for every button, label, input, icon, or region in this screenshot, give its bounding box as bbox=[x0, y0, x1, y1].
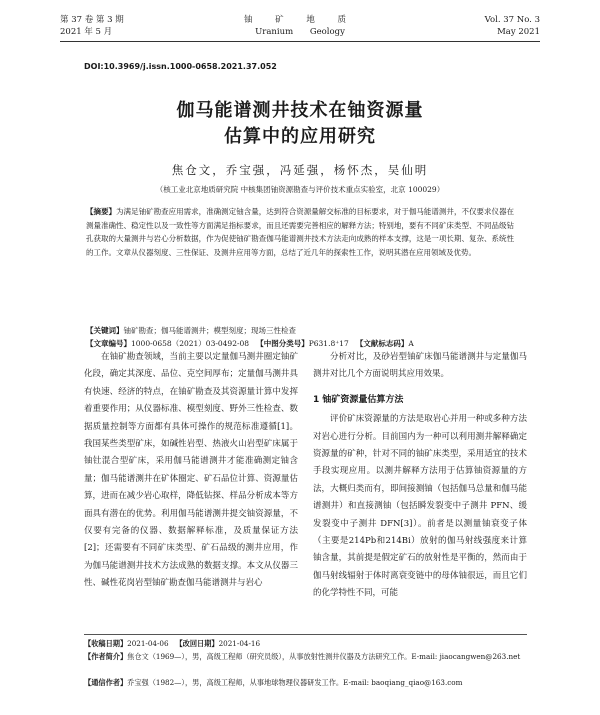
body-column-right bbox=[313, 349, 527, 603]
article-number-label: 【文章编号】 bbox=[86, 339, 131, 348]
header-rule bbox=[60, 41, 540, 42]
footnote-rule bbox=[84, 634, 527, 635]
footnote-corresponding bbox=[84, 677, 527, 689]
footnote-author bbox=[84, 651, 527, 663]
keywords bbox=[86, 324, 514, 337]
received-label: 【收稿日期】 bbox=[84, 639, 128, 648]
abstract-label: 【摘要】 bbox=[86, 207, 117, 216]
abstract-text: 为满足铀矿勘查应用需求，准确测定铀含量，达到符合资源量解交标准的目标要求，对于伽马能谱测井，不仅要求仪器在测量准确性、稳定性以及一致性等方面满足指标要求，而且还需要完善相应的解释方法；特别地，要有不同矿床类型、不同品级钻孔获取的大量测井与岩心分析数据，作为促使铀矿勘查伽马能谱测井技术方法走向成熟的样本支撑，这是一项长期、复杂、系统性的工作。文章从仪器刻度、三性保证、及测井应用等方面，总结了近几年的探索性工作，说明其潜在应用领域及优势。 bbox=[86, 207, 515, 257]
received-date: 2021-04-06 bbox=[127, 639, 169, 648]
abstract bbox=[86, 205, 514, 259]
revised-label: 【改回日期】 bbox=[175, 639, 219, 648]
header-date-cn: 2021 年 5 月 bbox=[60, 27, 113, 37]
keywords-text: 铀矿勘查；伽马能谱测井；模型刻度；现场三性检查 bbox=[123, 326, 296, 335]
running-header bbox=[60, 14, 540, 40]
footnote-dates bbox=[84, 638, 527, 650]
body-paragraph: 评价矿床资源量的方法是取岩心并用一种或多种方法对岩心进行分析。目前国内为一种可以利用测井解释确定资源量的矿种，针对不同的铀矿床类型，采用适宜的技术手段实现应用。以测井解释方法用于估算铀资源量的方法，大概归类而有，即间接测铀（包括伽马总量和伽马能谱测井）和直接测铀（包括瞬发裂变中子测井 PFN、缓发裂变中子测井 DFN[3]）。前者是以测量铀衰变子体（主要是214Pb和214Bi）放射的伽马射线强度来计算铀含量，其前提是假定矿石的放射性是平衡的，然而由于伽马射线辐射于体时离衰变链中的母体铀很远，而且它们的化学特性不同，可能 bbox=[313, 414, 527, 599]
doi: DOI:10.3969/j.issn.1000-0658.2021.37.052 bbox=[84, 62, 277, 71]
article-number: 1000-0658（2021）03-0492-08 bbox=[131, 339, 250, 348]
title-line-1: 伽马能谱测井技术在铀资源量 bbox=[176, 100, 424, 121]
author-bio-label: 【作者简介】 bbox=[84, 652, 128, 661]
header-volume-text: 第 37 卷 第 3 期 bbox=[60, 15, 124, 25]
body-column-left bbox=[84, 349, 298, 593]
header-volume-en bbox=[485, 14, 540, 38]
title-line-2: 估算中的应用研究 bbox=[224, 126, 376, 147]
corresponding-label: 【通信作者】 bbox=[84, 678, 128, 687]
journal-name-en: Uranium Geology bbox=[255, 27, 345, 37]
body-paragraph: 分析对比，及砂岩型铀矿床伽马能谱测井与定量伽马测井对比几个方面说明其应用效果。 bbox=[313, 352, 527, 380]
revised-date: 2021-04-16 bbox=[218, 639, 261, 648]
doc-code: A bbox=[408, 339, 414, 348]
clc-number: P631.8⁺17 bbox=[308, 339, 349, 348]
clc-label: 【中图分类号】 bbox=[256, 339, 309, 348]
header-volume-en-text: Vol. 37 No. 3 bbox=[484, 15, 540, 25]
corresponding-bio: 乔宝强（1982—），男，高级工程师，从事地球物理仪器研发工作。E-mail: baoqiang_qiao@163.com bbox=[127, 678, 463, 687]
header-date-en: May 2021 bbox=[497, 27, 540, 37]
keywords-label: 【关键词】 bbox=[86, 326, 124, 335]
affiliation: （核工业北京地质研究院 中核集团铀资源勘查与评价技术重点实验室，北京 100029） bbox=[155, 185, 445, 194]
body-paragraph: 在铀矿勘查领域，当前主要以定量伽马测井圈定铀矿化段，确定其深度、品位、克空间厚布；定量伽马测井具有快速、经济的特点，在铀矿勘查及其资源量计算中发挥着重要作用；从仪器标准、模型刻度、野外三性检查、数据质量控制等方面都有具体可操作的规范标准遵循[1]。我国某些类型矿床，如碱性岩型、热液火山岩型矿床属于铀钍混合型矿床，采用伽马能谱测井才能准确测定铀含量；伽马能谱测井在矿体圈定、矿石品位计算、资源量估算，进而在减少岩心取样，降低钻探、样品分析成本等方面具有潜在的优势。利用伽马能谱测井提交铀资源量，不仅要有完备的仪器、数据解释标准，及质量保证方法[2]；还需要有不同矿床类型、矿石品级的测井应用，作为伽马能谱测井技术方法成熟的数据支撑。本文从仪器三性、碱性花岗岩型铀矿勘查伽马能谱测井与岩心 bbox=[84, 352, 298, 589]
journal-name-cn: 铀 矿 地 质 bbox=[243, 15, 357, 25]
authors: 焦仓文，乔宝强，冯延强，杨怀杰，吴仙明 bbox=[171, 163, 429, 177]
author-bio: 焦仓文（1969—），男，高级工程师（研究员级），从事放射性测井仪器及方法研究工作。E-mail: jiaocangwen@263.net bbox=[127, 652, 521, 661]
section-heading: 1 铀矿资源量估算方法 bbox=[313, 394, 404, 405]
article-title bbox=[60, 98, 540, 150]
doc-code-label: 【文献标志码】 bbox=[355, 339, 409, 348]
